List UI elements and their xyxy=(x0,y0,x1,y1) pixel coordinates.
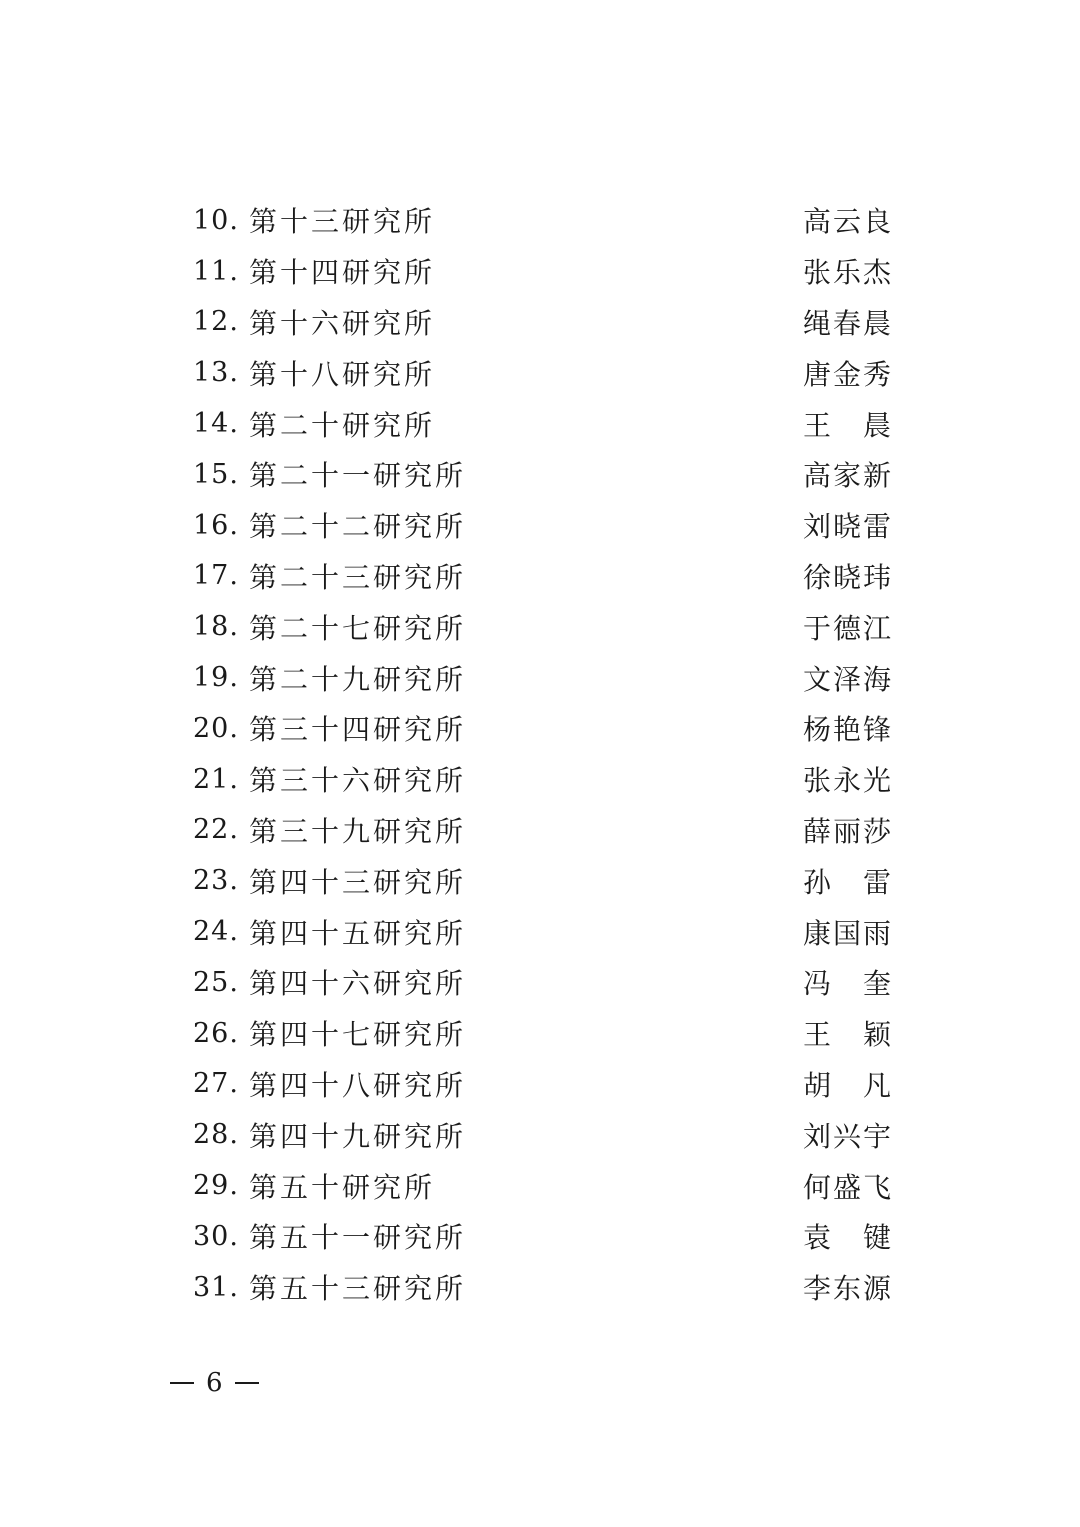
institute-name: 第五十三研究所 xyxy=(249,1272,467,1306)
list-item xyxy=(193,1160,893,1211)
institute-list xyxy=(193,195,893,1313)
institute-name: 第四十九研究所 xyxy=(249,1119,467,1153)
item-number: 31. xyxy=(193,1271,239,1303)
item-number: 20. xyxy=(193,712,239,744)
institute-name: 第二十一研究所 xyxy=(249,459,467,493)
institute-name: 第四十五研究所 xyxy=(249,916,467,950)
person-name: 胡 凡 xyxy=(802,1068,893,1102)
institute-name: 第三十六研究所 xyxy=(249,764,467,798)
list-item xyxy=(193,449,893,500)
person-name: 文泽海 xyxy=(802,662,893,696)
institute-name: 第四十七研究所 xyxy=(249,1018,467,1052)
list-item xyxy=(193,855,893,906)
person-name: 张乐杰 xyxy=(802,256,893,290)
list-item xyxy=(193,246,893,297)
item-number: 18. xyxy=(193,611,239,643)
person-name: 康国雨 xyxy=(802,916,893,950)
person-name: 刘兴宇 xyxy=(802,1119,893,1153)
person-name: 王 颖 xyxy=(802,1018,893,1052)
list-item xyxy=(193,500,893,551)
person-name: 袁 键 xyxy=(802,1221,893,1255)
item-number: 24. xyxy=(193,916,239,948)
page-footer xyxy=(170,1368,259,1398)
list-item xyxy=(193,1211,893,1262)
institute-name: 第五十一研究所 xyxy=(249,1221,467,1255)
item-number: 30. xyxy=(193,1220,239,1252)
person-name: 绳春晨 xyxy=(802,306,893,340)
institute-name: 第二十二研究所 xyxy=(249,510,467,544)
footer-dash-left xyxy=(170,1382,194,1384)
person-name: 唐金秀 xyxy=(802,357,893,391)
institute-name: 第二十九研究所 xyxy=(249,662,467,696)
item-number: 23. xyxy=(193,865,239,897)
item-number: 11. xyxy=(193,255,239,287)
institute-name: 第三十九研究所 xyxy=(249,814,467,848)
item-number: 17. xyxy=(193,560,239,592)
person-name: 杨艳锋 xyxy=(802,713,893,747)
institute-name: 第三十四研究所 xyxy=(249,713,467,747)
person-name: 薛丽莎 xyxy=(802,814,893,848)
item-number: 28. xyxy=(193,1119,239,1151)
institute-name: 第十六研究所 xyxy=(249,306,436,340)
item-number: 16. xyxy=(193,509,239,541)
person-name: 徐晓玮 xyxy=(802,560,893,594)
person-name: 李东源 xyxy=(802,1272,893,1306)
item-number: 27. xyxy=(193,1068,239,1100)
item-number: 13. xyxy=(193,357,239,389)
item-number: 29. xyxy=(193,1170,239,1202)
institute-name: 第十八研究所 xyxy=(249,357,436,391)
list-item xyxy=(193,195,893,246)
item-number: 10. xyxy=(193,204,239,236)
list-item xyxy=(193,1008,893,1059)
list-item xyxy=(193,906,893,957)
item-number: 22. xyxy=(193,814,239,846)
list-item xyxy=(193,754,893,805)
person-name: 王 晨 xyxy=(802,408,893,442)
page-number: 6 xyxy=(206,1368,223,1398)
footer-dash-right xyxy=(235,1382,259,1384)
person-name: 高家新 xyxy=(802,459,893,493)
item-number: 19. xyxy=(193,662,239,694)
person-name: 张永光 xyxy=(802,764,893,798)
list-item xyxy=(193,297,893,348)
item-number: 12. xyxy=(193,306,239,338)
institute-name: 第二十七研究所 xyxy=(249,611,467,645)
list-item xyxy=(193,652,893,703)
item-number: 14. xyxy=(193,408,239,440)
list-item xyxy=(193,601,893,652)
list-item xyxy=(193,1059,893,1110)
institute-name: 第四十八研究所 xyxy=(249,1068,467,1102)
list-item xyxy=(193,805,893,856)
institute-name: 第十四研究所 xyxy=(249,256,436,290)
institute-name: 第十三研究所 xyxy=(249,205,436,239)
institute-name: 第二十研究所 xyxy=(249,408,436,442)
list-item xyxy=(193,398,893,449)
institute-name: 第五十研究所 xyxy=(249,1170,436,1204)
list-item xyxy=(193,703,893,754)
institute-name: 第二十三研究所 xyxy=(249,560,467,594)
list-item xyxy=(193,1109,893,1160)
institute-name: 第四十三研究所 xyxy=(249,865,467,899)
item-number: 25. xyxy=(193,966,239,998)
person-name: 于德江 xyxy=(802,611,893,645)
item-number: 21. xyxy=(193,763,239,795)
list-item xyxy=(193,551,893,602)
person-name: 何盛飞 xyxy=(802,1170,893,1204)
person-name: 高云良 xyxy=(802,205,893,239)
item-number: 26. xyxy=(193,1017,239,1049)
person-name: 冯 奎 xyxy=(802,967,893,1001)
list-item xyxy=(193,957,893,1008)
list-item xyxy=(193,1262,893,1313)
institute-name: 第四十六研究所 xyxy=(249,967,467,1001)
person-name: 刘晓雷 xyxy=(802,510,893,544)
person-name: 孙 雷 xyxy=(802,865,893,899)
list-item xyxy=(193,347,893,398)
item-number: 15. xyxy=(193,458,239,490)
